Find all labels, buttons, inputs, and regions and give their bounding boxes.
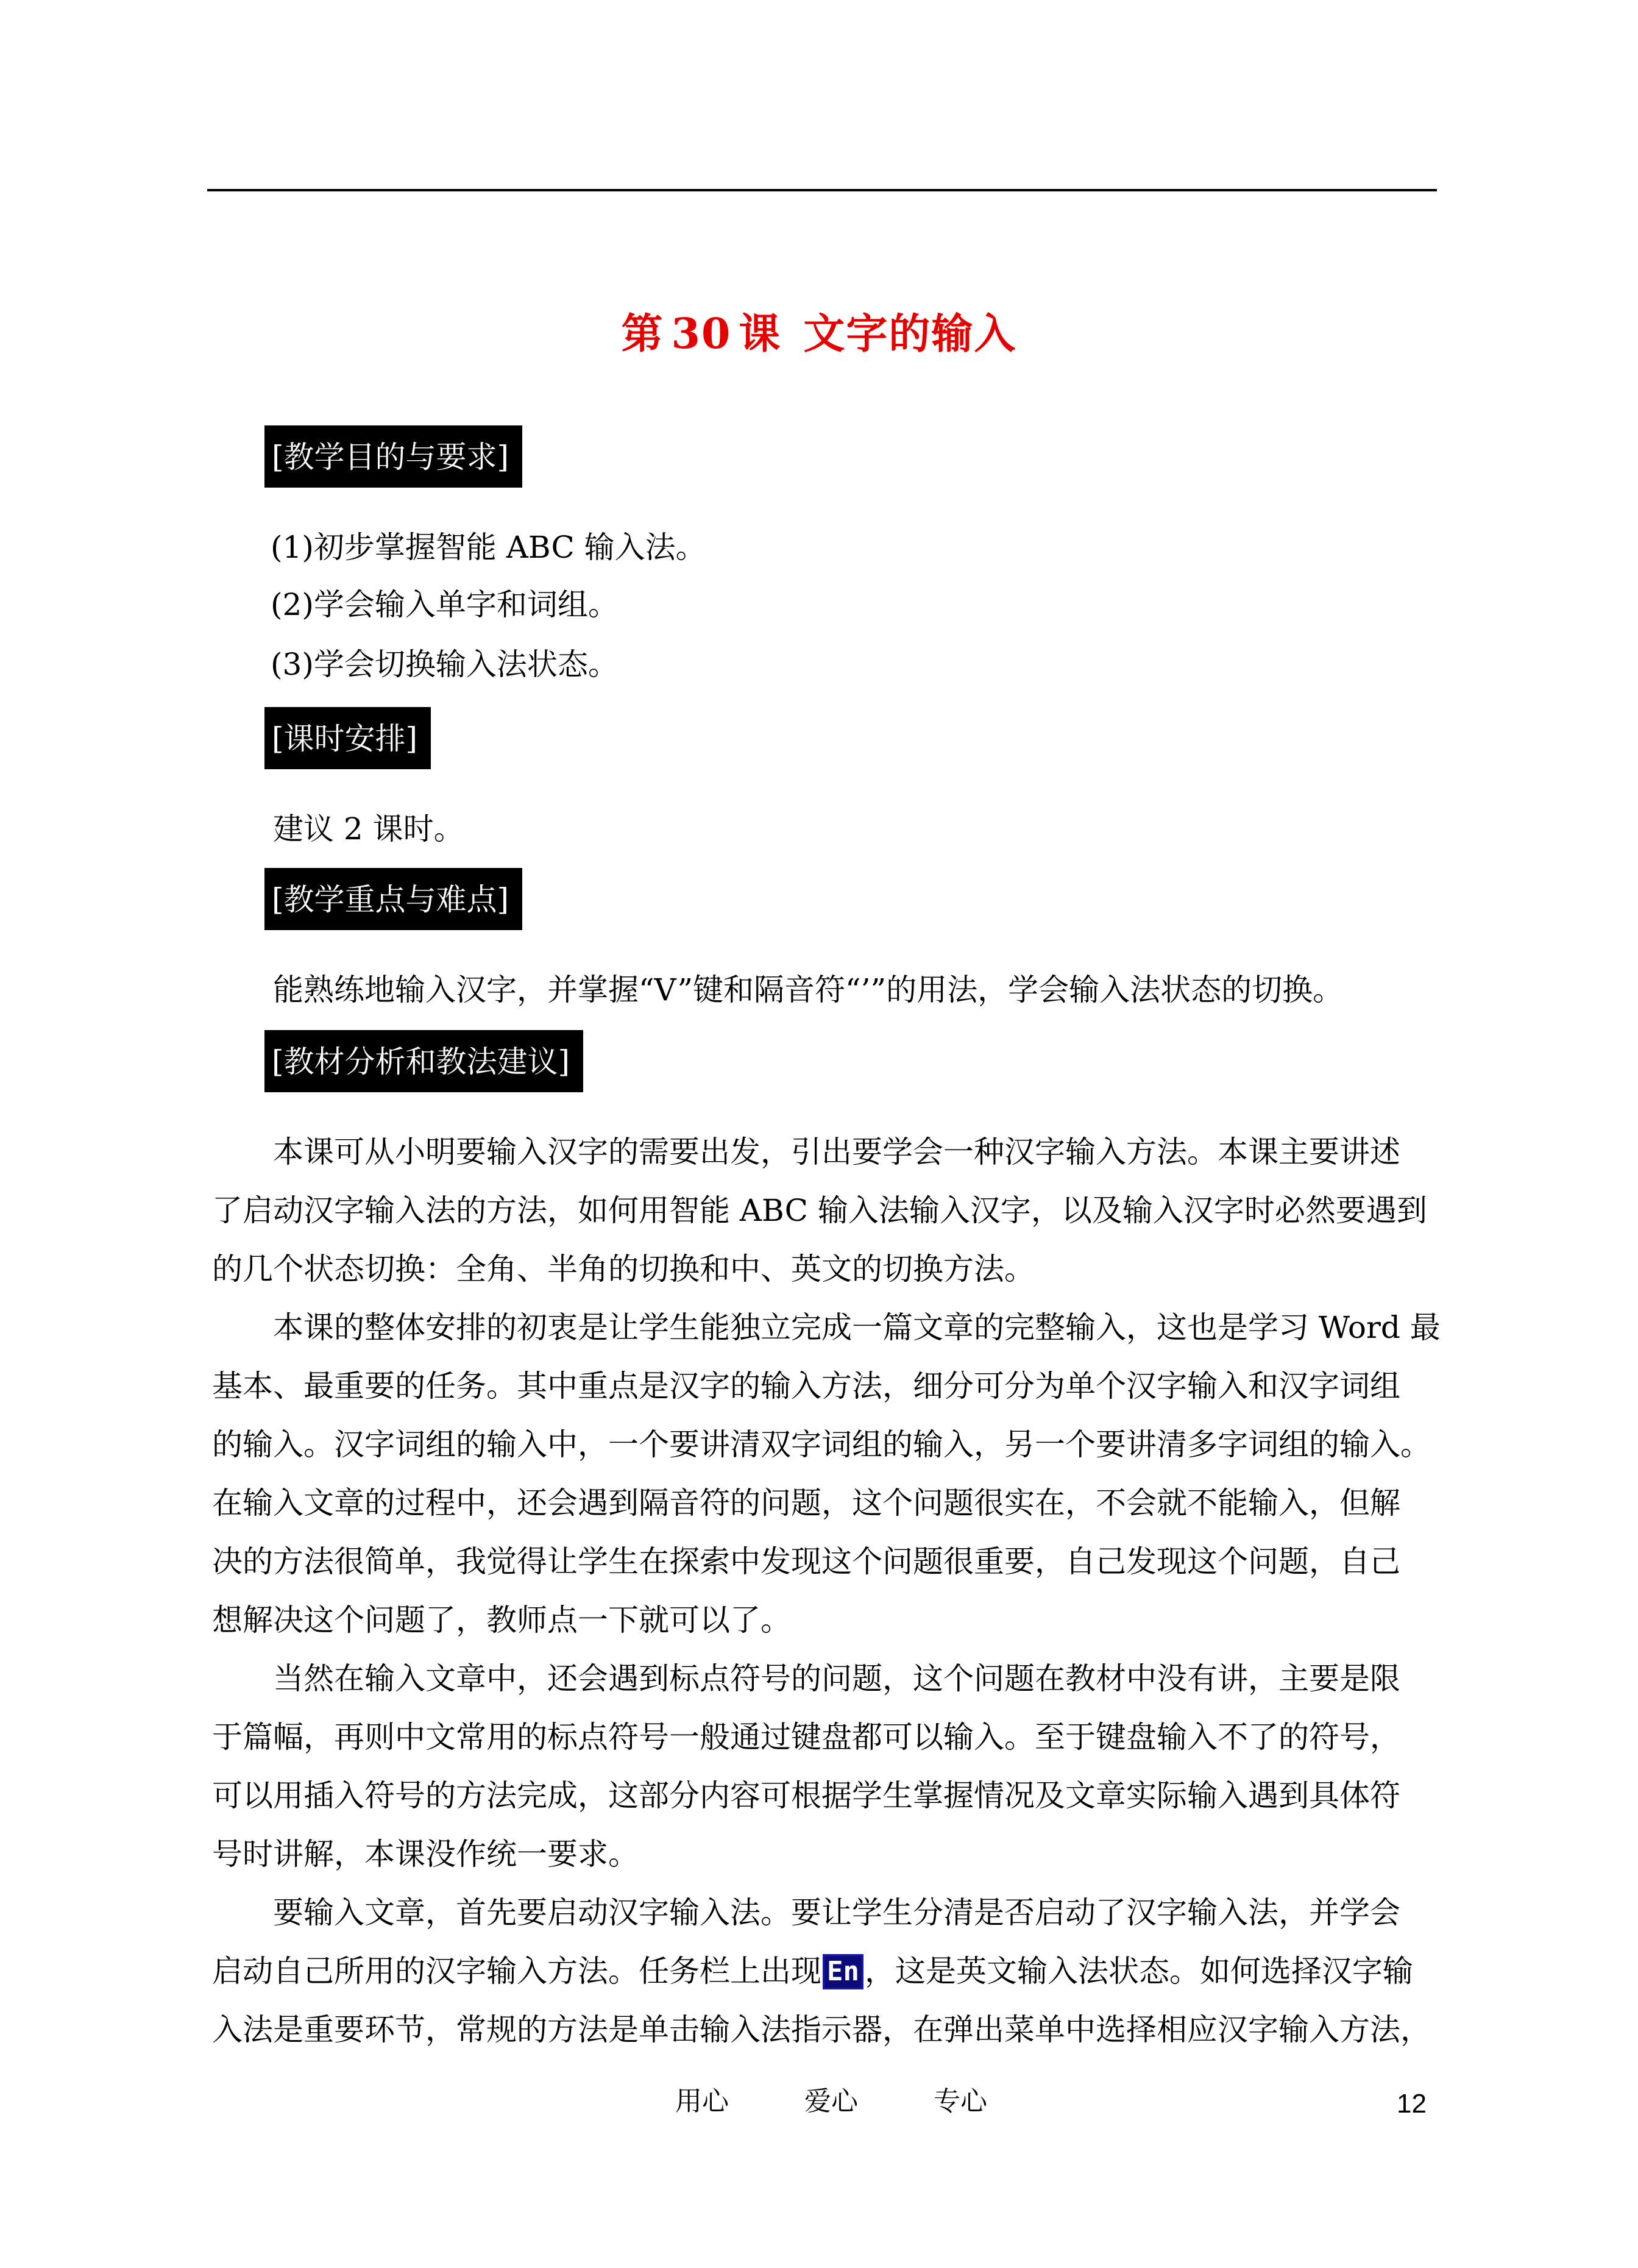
header-rule: [207, 189, 1437, 191]
title-main: 文字的输入: [803, 310, 1017, 358]
paragraph-line: 入法是重要环节，常规的方法是单击输入法指示器，在弹出菜单中选择相应汉字输入方法，: [212, 2012, 1431, 2047]
focus-text: 能熟练地输入汉字，并掌握“V”键和隔音符“’”的用法，学会输入法状态的切换。: [273, 972, 1344, 1008]
paragraph-line: 要输入文章，首先要启动汉字输入法。要让学生分清是否启动了汉字输入法，并学会: [273, 1895, 1400, 1930]
paragraph-line: 本课可从小明要输入汉字的需要出发，引出要学会一种汉字输入方法。本课主要讲述: [273, 1134, 1400, 1170]
footer-word: 爱心: [804, 2086, 858, 2117]
paragraph-line: 可以用插入符号的方法完成，这部分内容可根据学生掌握情况及文章实际输入遇到具体符: [212, 1778, 1400, 1813]
line-text-after-badge: ，这是英文输入法状态。如何选择汉字输: [864, 1953, 1413, 1989]
footer-word: 用心: [675, 2086, 729, 2117]
paragraph-line: 的输入。汉字词组的输入中，一个要讲清双字词组的输入，另一个要讲清多字词组的输入。: [212, 1427, 1431, 1462]
paragraph-line: 于篇幅，再则中文常用的标点符号一般通过键盘都可以输入。至于键盘输入不了的符号，: [212, 1719, 1400, 1755]
paragraph-line: 了启动汉字输入法的方法，如何用智能 ABC 输入法输入汉字，以及输入汉字时必然要遇到: [212, 1193, 1427, 1228]
section-label-goals: [教学目的与要求]: [264, 425, 522, 488]
goal-item: (2)学会输入单字和词组。: [271, 587, 619, 622]
section-label-analysis: [教材分析和教法建议]: [264, 1030, 583, 1092]
title-prefix: 第: [621, 310, 664, 358]
section-label-focus: [教学重点与难点]: [264, 868, 522, 930]
paragraph-line: 本课的整体安排的初衷是让学生能独立完成一篇文章的完整输入，这也是学习 Word 最: [273, 1310, 1441, 1345]
line-text-before-badge: 启动自己所用的汉字输入方法。任务栏上出现: [212, 1953, 821, 1989]
english-input-indicator-icon: En: [823, 1954, 863, 1989]
paragraph-line: 当然在输入文章中，还会遇到标点符号的问题，这个问题在教材中没有讲，主要是限: [273, 1661, 1400, 1696]
title-number: 30: [671, 310, 732, 358]
goal-item: (3)学会切换输入法状态。: [271, 647, 619, 682]
paragraph-line: 基本、最重要的任务。其中重点是汉字的输入方法，细分可分为单个汉字输入和汉字词组: [212, 1368, 1400, 1404]
page-title: [0, 310, 1638, 358]
goal-item: (1)初步掌握智能 ABC 输入法。: [271, 530, 706, 565]
section-label-schedule: [课时安排]: [264, 707, 431, 769]
schedule-text: 建议 2 课时。: [273, 811, 464, 847]
page-number: 12: [1397, 2089, 1427, 2119]
paragraph-line: 决的方法很简单，我觉得让学生在探索中发现这个问题很重要，自己发现这个问题，自己: [212, 1544, 1400, 1579]
title-suffix: 课: [739, 310, 782, 358]
paragraph-line: 的几个状态切换：全角、半角的切换和中、英文的切换方法。: [212, 1251, 1035, 1287]
footer-word: 专心: [934, 2086, 987, 2117]
paragraph-line: 在输入文章的过程中，还会遇到隔音符的问题，这个问题很实在，不会就不能输入，但解: [212, 1485, 1400, 1521]
paragraph-line: 号时讲解，本课没作统一要求。: [212, 1836, 639, 1872]
paragraph-line: 想解决这个问题了，教师点一下就可以了。: [212, 1602, 791, 1638]
footer-motto: [675, 2085, 987, 2119]
paragraph-line: [212, 1953, 1413, 1989]
